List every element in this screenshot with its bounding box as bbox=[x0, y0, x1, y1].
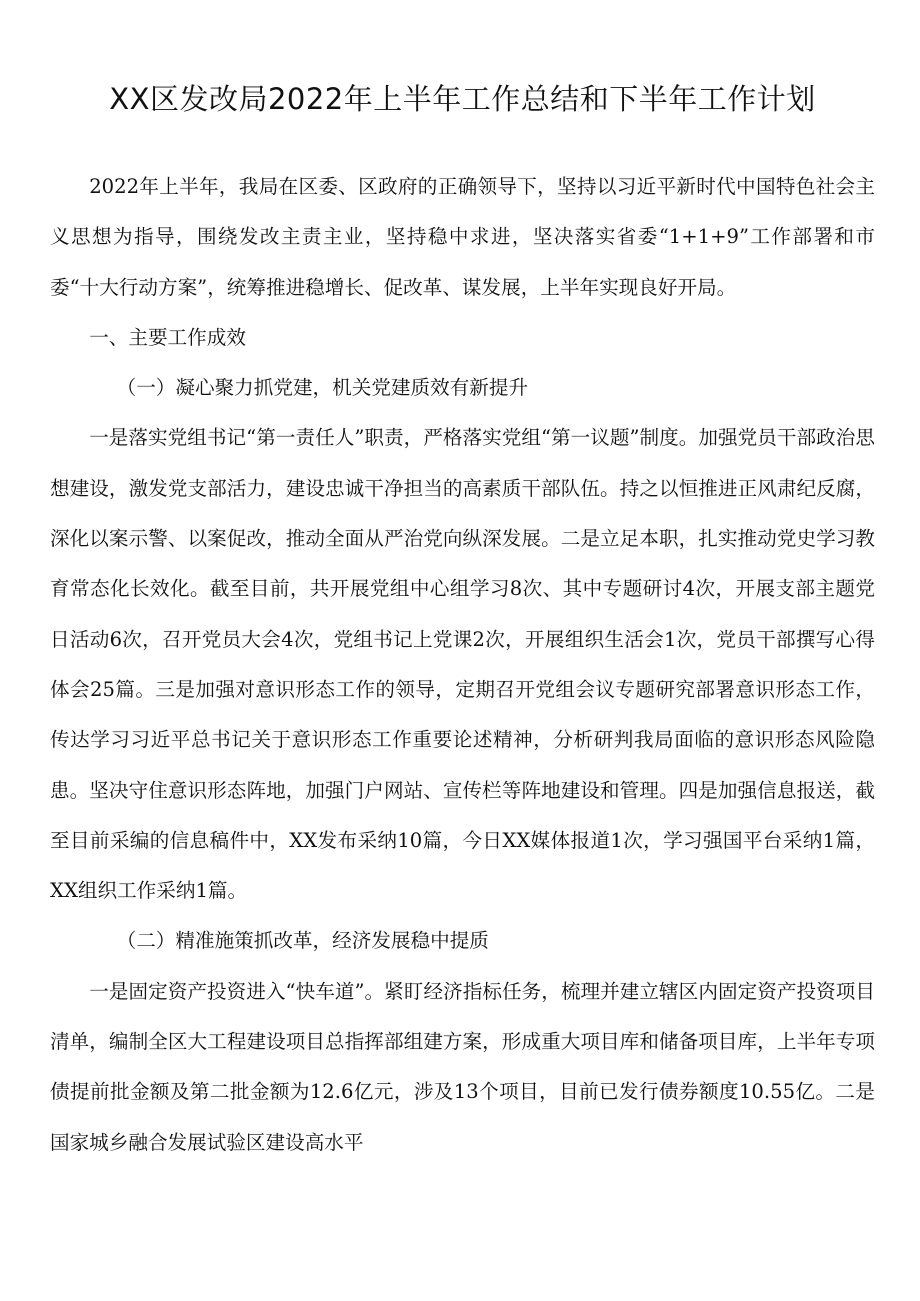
document-body bbox=[50, 162, 875, 1168]
section-heading-main-achievements: 一、主要工作成效 bbox=[89, 325, 246, 349]
reform-paragraph: 一是固定资产投资进入“快车道”。紧盯经济指标任务，梳理并建立辖区内固定资产投资项目清单，编制全区大工程建设项目总指挥部组建方案，形成重大项目库和储备项目库，上半年专项债提前批金额及第二批金额为12.6亿元，涉及13个项目，目前已发行债券额度10.55亿。二是国家城乡融合发展试验区建设高水平 bbox=[50, 979, 875, 1154]
party-building-paragraph: 一是落实党组书记“第一责任人”职责，严格落实党组“第一议题”制度。加强党员干部政治思想建设，激发党支部活力，建设忠诚干净担当的高素质干部队伍。持之以恒推进正风肃纪反腐，深化以案示警、以案促改，推动全面从严治党向纵深发展。二是立足本职，扎实推动党史学习教育常态化长效化。截至目前，共开展党组中心组学习8次、其中专题研讨4次，开展支部主题党日活动6次，召开党员大会4次，党组书记上党课2次，开展组织生活会1次，党员干部撰写心得体会25篇。三是加强对意识形态工作的领导，定期召开党组会议专题研究部署意识形态工作，传达学习习近平总书记关于意识形态工作重要论述精神，分析研判我局面临的意识形态风险隐患。坚决守住意识形态阵地，加强门户网站、宣传栏等阵地建设和管理。四是加强信息报送，截至目前采编的信息稿件中，XX发布采纳10篇，今日XX媒体报道1次，学习强国平台采纳1篇，XX组织工作采纳1篇。 bbox=[50, 426, 875, 903]
subsection-heading-party-building: （一）凝心聚力抓党建，机关党建质效有新提升 bbox=[116, 376, 529, 400]
document-title: XX区发改局2022年上半年工作总结和下半年工作计划 bbox=[109, 82, 816, 116]
document-page bbox=[50, 0, 875, 1301]
intro-paragraph: 2022年上半年，我局在区委、区政府的正确领导下，坚持以习近平新时代中国特色社会主义思想为指导，围绕发改主责主业，坚持稳中求进，坚决落实省委“1+1+9”工作部署和市委“十大行动方案”，统筹推进稳增长、促改革、谋发展，上半年实现良好开局。 bbox=[50, 175, 875, 299]
subsection-heading-reform: （二）精准施策抓改革，经济发展稳中提质 bbox=[116, 929, 489, 953]
